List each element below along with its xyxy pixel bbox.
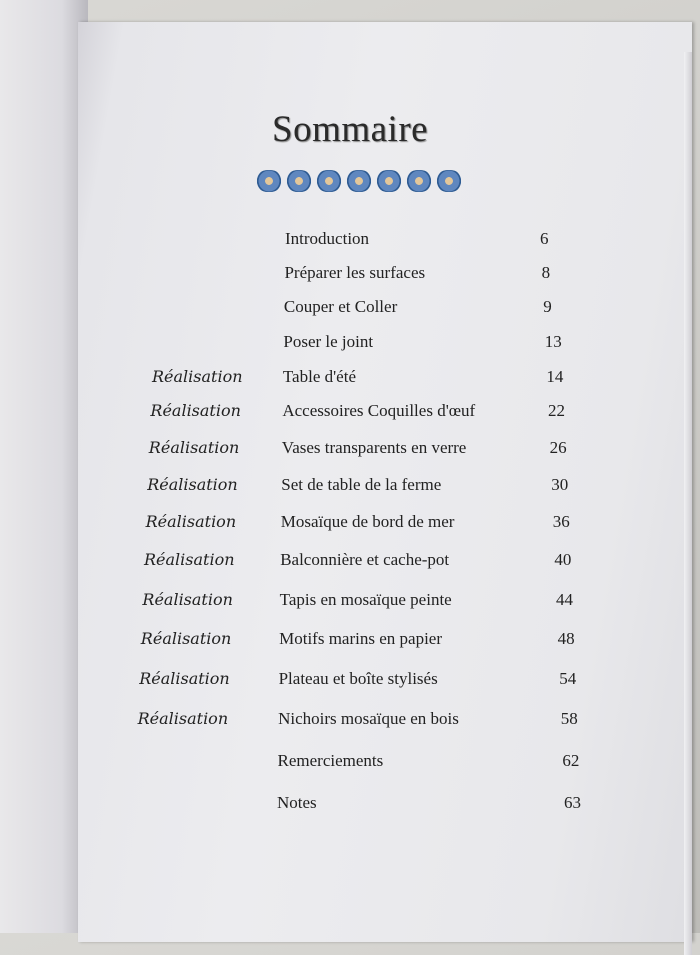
toc-entry-title: Préparer les surfaces (284, 263, 426, 282)
toc-page-number: 58 (560, 709, 578, 728)
flower-icon (406, 170, 432, 192)
flower-icon (286, 170, 312, 192)
toc-entry-title: Nichoirs mosaïque en bois (278, 709, 459, 728)
realisation-label: Réalisation (145, 512, 237, 531)
page-title: Sommaire (272, 109, 429, 150)
realisation-label: Réalisation (142, 590, 233, 609)
toc-row (0, 367, 700, 391)
toc-entry-title: Couper et Coller (283, 297, 398, 316)
toc-row (0, 475, 700, 499)
toc-page-number: 26 (549, 438, 567, 457)
toc-entry-title: Tapis en mosaïque peinte (279, 590, 452, 609)
toc-page-number: 44 (556, 590, 573, 609)
toc-row (0, 669, 700, 693)
toc-entry-title: Motifs marins en papier (279, 629, 443, 648)
realisation-label: Réalisation (139, 669, 230, 688)
toc-entry-title: Introduction (285, 229, 370, 248)
toc-page-number: 14 (546, 367, 564, 386)
flower-icon (346, 170, 372, 192)
toc-row (0, 709, 700, 733)
toc-page-number: 8 (541, 263, 551, 282)
realisation-label: Réalisation (137, 709, 229, 728)
toc-page-number: 62 (562, 751, 580, 770)
toc-page-number: 40 (554, 550, 572, 569)
toc-entry-title: Vases transparents en verre (281, 438, 467, 457)
realisation-label: Réalisation (140, 629, 232, 648)
realisation-label: Réalisation (147, 475, 238, 494)
toc-entry-title: Notes (277, 793, 317, 812)
toc-entry-title: Mosaïque de bord de mer (280, 512, 455, 531)
realisation-label: Réalisation (152, 367, 243, 386)
flower-icon (436, 170, 462, 192)
toc-entry-title: Remerciements (277, 751, 384, 770)
toc-entry-title: Accessoires Coquilles d'œuf (282, 401, 476, 420)
toc-row (0, 332, 700, 356)
flower-icon (376, 170, 402, 192)
toc-entry-title: Plateau et boîte stylisés (278, 669, 438, 688)
toc-row (0, 629, 700, 653)
toc-page-number: 48 (557, 629, 575, 648)
toc-entry-title: Table d'été (282, 367, 356, 386)
flower-icon (316, 170, 342, 192)
toc-entry-title: Set de table de la ferme (281, 475, 442, 494)
realisation-label: Réalisation (144, 550, 235, 569)
page-edge (684, 52, 692, 955)
toc-row (0, 590, 700, 614)
toc-row (0, 438, 700, 462)
toc-entry-title: Balconnière et cache-pot (280, 550, 450, 569)
flower-ornament (256, 170, 462, 192)
realisation-label: Réalisation (148, 438, 240, 457)
toc-page-number: 22 (548, 401, 565, 420)
toc-page-number: 13 (544, 332, 562, 351)
toc-row (0, 401, 700, 425)
toc-page-number: 6 (540, 229, 549, 248)
toc-row (0, 550, 700, 574)
toc-row (0, 297, 700, 321)
toc-entry-title: Poser le joint (283, 332, 374, 351)
toc-row (0, 512, 700, 536)
toc-page-number: 54 (559, 669, 577, 688)
toc-page-number: 63 (564, 793, 581, 812)
flower-icon (256, 170, 282, 192)
toc-row (0, 751, 700, 775)
realisation-label: Réalisation (150, 401, 241, 420)
toc-page-number: 9 (543, 297, 552, 316)
toc-row (0, 263, 700, 287)
toc-row (0, 793, 700, 817)
toc-page-number: 30 (551, 475, 569, 494)
toc-page-number: 36 (552, 512, 570, 531)
toc-row (0, 229, 700, 253)
